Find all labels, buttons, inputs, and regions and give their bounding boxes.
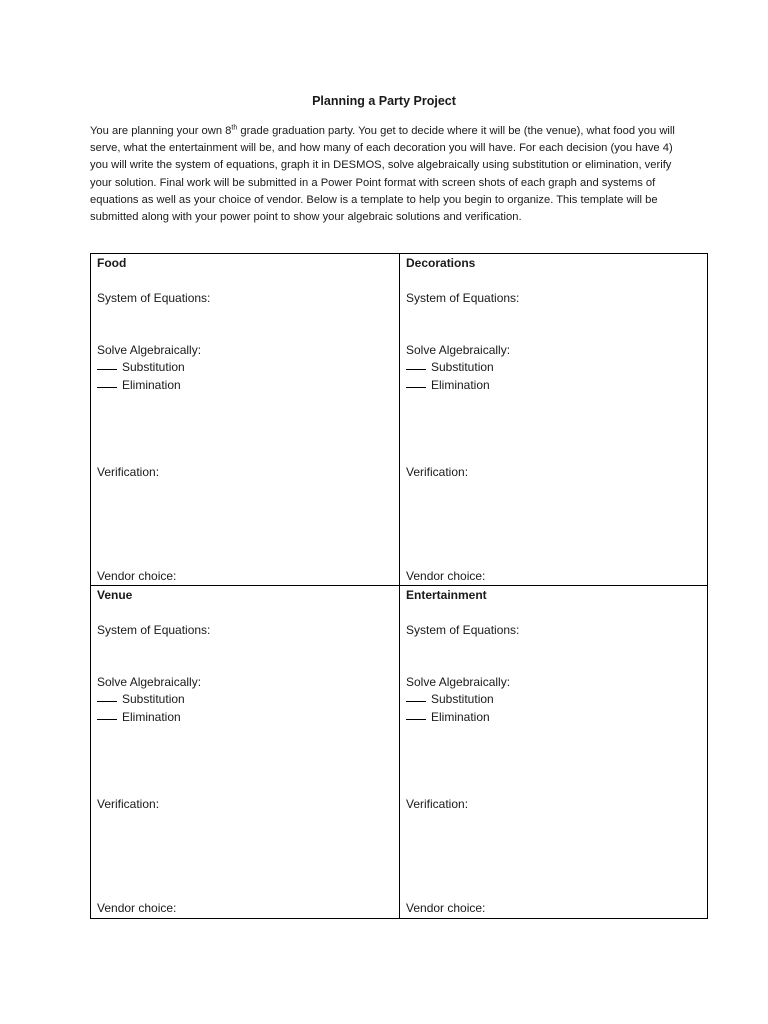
intro-paragraph (90, 123, 680, 226)
vendor-choice-label: Vendor choice: (97, 901, 177, 915)
system-of-equations-label: System of Equations: (97, 623, 211, 637)
solve-algebraically-label: Solve Algebraically: (406, 343, 511, 357)
cell-heading: Food (97, 256, 127, 270)
check-blank[interactable] (97, 701, 117, 702)
system-of-equations-label: System of Equations: (97, 291, 211, 305)
substitution-option (406, 360, 494, 374)
verification-label: Verification: (97, 465, 160, 479)
cell-decorations (400, 254, 707, 586)
intro-superscript: th (231, 124, 238, 132)
check-blank[interactable] (406, 387, 426, 388)
verification-label: Verification: (97, 797, 160, 811)
cell-heading: Decorations (406, 256, 476, 270)
elimination-option (406, 710, 490, 724)
system-of-equations-label: System of Equations: (406, 623, 520, 637)
elimination-label: Elimination (122, 378, 181, 392)
cell-heading: Venue (97, 588, 133, 602)
system-of-equations-label: System of Equations: (406, 291, 520, 305)
elimination-label: Elimination (431, 378, 490, 392)
check-blank[interactable] (406, 719, 426, 720)
substitution-option (97, 360, 185, 374)
cell-venue (91, 586, 400, 918)
elimination-option (97, 710, 181, 724)
intro-text-rest: grade graduation party. You get to decide where it will be (the venue), what food you will serve, what the entertainment will be, and how many of each decoration you will have. For each decision (you have 4) you will write the system of equations, graph it in DESMOS, solve algebraically using substitution or elimination, verify your solution. Final work will be submitted in a Power Point format with screen shots of each graph and systems of equations as well as your choice of vendor. Below is a template to help you begin to organize. This template will be submitted along with your power point to show your algebraic solutions and verification. (90, 125, 675, 224)
substitution-label: Substitution (431, 692, 494, 706)
intro-text-start: You are planning your own 8 (90, 125, 232, 137)
vendor-choice-label: Vendor choice: (406, 569, 486, 583)
cell-food (91, 254, 400, 586)
substitution-label: Substitution (122, 692, 185, 706)
verification-label: Verification: (406, 465, 469, 479)
elimination-option (97, 378, 181, 392)
substitution-option (97, 692, 185, 706)
substitution-option (406, 692, 494, 706)
vendor-choice-label: Vendor choice: (406, 901, 486, 915)
solve-algebraically-label: Solve Algebraically: (406, 675, 511, 689)
document-title: Planning a Party Project (312, 94, 456, 108)
check-blank[interactable] (406, 369, 426, 370)
cell-entertainment (400, 586, 707, 918)
check-blank[interactable] (97, 387, 117, 388)
solve-algebraically-label: Solve Algebraically: (97, 675, 202, 689)
vendor-choice-label: Vendor choice: (97, 569, 177, 583)
verification-label: Verification: (406, 797, 469, 811)
elimination-label: Elimination (431, 710, 490, 724)
check-blank[interactable] (406, 701, 426, 702)
substitution-label: Substitution (431, 360, 494, 374)
cell-heading: Entertainment (406, 588, 487, 602)
check-blank[interactable] (97, 719, 117, 720)
solve-algebraically-label: Solve Algebraically: (97, 343, 202, 357)
planning-table (90, 253, 708, 919)
elimination-option (406, 378, 490, 392)
elimination-label: Elimination (122, 710, 181, 724)
check-blank[interactable] (97, 369, 117, 370)
substitution-label: Substitution (122, 360, 185, 374)
